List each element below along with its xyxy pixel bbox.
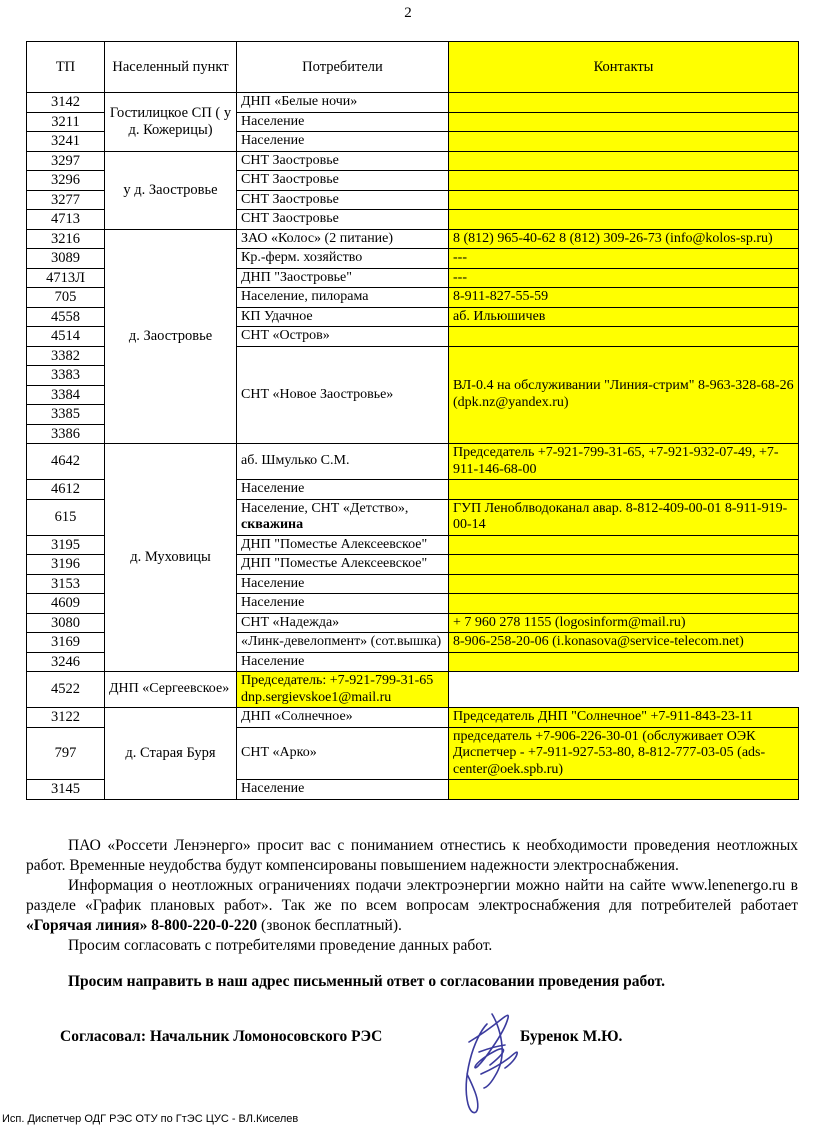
- cell-consumers: Население: [237, 652, 449, 672]
- cell-consumers: ДНП "Заостровье": [237, 268, 449, 288]
- cell-consumers: Население: [237, 132, 449, 152]
- paragraph-info: Информация о неотложных ограничениях подачи электроэнергии можно найти на сайте www.lenenergo.ru в разделе «График плановых работ». Так же по всем вопросам электроснабжения для потребителей работает «Горячая линия» 8-800-220-0-220 (звонок бесплатный).: [26, 877, 798, 934]
- cell-consumers: Кр.-ферм. хозяйство: [237, 249, 449, 269]
- outage-consumers-table: [26, 41, 799, 800]
- cell-contacts: ---: [449, 249, 799, 269]
- cell-contacts: Председатель ДНП "Солнечное" +7-911-843-23-11: [449, 708, 799, 728]
- cell-contacts: [449, 555, 799, 575]
- cell-consumers: Население: [237, 594, 449, 614]
- cell-consumers: ДНП «Солнечное»: [237, 708, 449, 728]
- table-row: [27, 672, 799, 708]
- handwritten-signature-icon: [445, 1008, 565, 1123]
- table-row: [27, 708, 799, 728]
- cell-consumers: СНТ «Остров»: [237, 327, 449, 347]
- cell-tp: 615: [27, 499, 105, 535]
- cell-consumers: СНТ Заостровье: [237, 171, 449, 191]
- cell-contacts: 8 (812) 965-40-62 8 (812) 309-26-73 (info@kolos-sp.ru): [449, 229, 799, 249]
- cell-consumers: СНТ Заостровье: [237, 190, 449, 210]
- cell-tp: 3383: [27, 366, 105, 386]
- cell-tp: 3277: [27, 190, 105, 210]
- cell-tp: 3169: [27, 633, 105, 653]
- cell-tp: 3246: [27, 652, 105, 672]
- cell-consumers: СНТ «Надежда»: [237, 613, 449, 633]
- cell-tp: 3080: [27, 613, 105, 633]
- cell-tp: 3384: [27, 385, 105, 405]
- cell-consumers: Население, СНТ «Детство», скважина: [237, 499, 449, 535]
- cell-contacts: ГУП Леноблводоканал авар. 8-812-409-00-01 8-911-919-00-14: [449, 499, 799, 535]
- cell-consumers: ЗАО «Колос» (2 питание): [237, 229, 449, 249]
- paragraph-apology: ПАО «Россети Ленэнерго» просит вас с пониманием отнестись к необходимости проведения неотложных работ. Временные неудобства будут компенсированы повышением надежности электроснабжения.: [26, 837, 798, 874]
- cell-contacts: [449, 132, 799, 152]
- approver-name: Буренок М.Ю.: [520, 1028, 623, 1045]
- cell-contacts: [449, 112, 799, 132]
- cell-consumers: КП Удачное: [237, 307, 449, 327]
- cell-contacts: [449, 210, 799, 230]
- cell-contacts: [449, 480, 799, 500]
- cell-tp: 3382: [27, 346, 105, 366]
- cell-consumers: СНТ Заостровье: [237, 210, 449, 230]
- cell-tp: 3241: [27, 132, 105, 152]
- cell-contacts: 8-911-827-55-59: [449, 288, 799, 308]
- cell-contacts: [449, 327, 799, 347]
- cell-tp: 3196: [27, 555, 105, 575]
- cell-consumers: ДНП «Сергеевское»: [105, 672, 237, 708]
- cell-tp: 705: [27, 288, 105, 308]
- cell-tp: 3296: [27, 171, 105, 191]
- cell-tp: 4713Л: [27, 268, 105, 288]
- cell-tp: 4558: [27, 307, 105, 327]
- cell-tp: 4612: [27, 480, 105, 500]
- column-header-tp: ТП: [27, 42, 105, 93]
- cell-contacts: [449, 190, 799, 210]
- table-row: [27, 93, 799, 113]
- cell-tp: 3195: [27, 535, 105, 555]
- cell-contacts: + 7 960 278 1155 (logosinform@mail.ru): [449, 613, 799, 633]
- cell-consumers: СНТ «Арко»: [237, 727, 449, 780]
- column-header-place: Населенный пункт: [105, 42, 237, 93]
- cell-consumers: ДНП "Поместье Алексеевское": [237, 555, 449, 575]
- column-header-consumers: Потребители: [237, 42, 449, 93]
- cell-tp: 3089: [27, 249, 105, 269]
- cell-contacts: [449, 780, 799, 800]
- cell-contacts: [449, 93, 799, 113]
- executor-note: Исп. Диспетчер ОДГ РЭС ОТУ по ГтЭС ЦУС - ВЛ.Киселев: [2, 1113, 299, 1125]
- cell-contacts: председатель +7-906-226-30-01 (обслуживает ОЭК Диспетчер - +7-911-927-53-80, 8-812-777-03-05 (ads-center@oek.spb.ru): [449, 727, 799, 780]
- cell-contacts: аб. Ильюшичев: [449, 307, 799, 327]
- cell-contacts: ВЛ-0.4 на обслуживании "Линия-стрим" 8-963-328-68-26 (dpk.nz@yandex.ru): [449, 346, 799, 444]
- cell-tp: 3385: [27, 405, 105, 425]
- cell-contacts: [449, 574, 799, 594]
- table-row: [27, 444, 799, 480]
- paragraph-written-response: Просим направить в наш адрес письменный ответ о согласовании проведения работ.: [68, 972, 665, 990]
- table-row: [27, 151, 799, 171]
- cell-tp: 4713: [27, 210, 105, 230]
- cell-contacts: ---: [449, 268, 799, 288]
- cell-contacts: Председатель +7-921-799-31-65, +7-921-932-07-49, +7-911-146-68-00: [449, 444, 799, 480]
- cell-consumers: Население: [237, 112, 449, 132]
- cell-consumers: СНТ «Новое Заостровье»: [237, 346, 449, 444]
- cell-tp: 3145: [27, 780, 105, 800]
- cell-consumers: СНТ Заостровье: [237, 151, 449, 171]
- cell-tp: 3211: [27, 112, 105, 132]
- column-header-contacts: Контакты: [449, 42, 799, 93]
- page-number: 2: [404, 5, 412, 21]
- cell-consumers: «Линк-девелопмент» (сот.вышка): [237, 633, 449, 653]
- cell-tp: 4522: [27, 672, 105, 708]
- cell-consumers: Население: [237, 574, 449, 594]
- cell-consumers: Население: [237, 780, 449, 800]
- cell-contacts: [449, 171, 799, 191]
- table-header-row: [27, 42, 799, 93]
- cell-tp: 4514: [27, 327, 105, 347]
- cell-consumers: ДНП "Поместье Алексеевское": [237, 535, 449, 555]
- cell-tp: 3142: [27, 93, 105, 113]
- table-row: [27, 229, 799, 249]
- cell-tp: 797: [27, 727, 105, 780]
- cell-place: д. Муховицы: [105, 444, 237, 672]
- cell-tp: 3153: [27, 574, 105, 594]
- cell-tp: 3297: [27, 151, 105, 171]
- cell-tp: 3122: [27, 708, 105, 728]
- cell-tp: 3386: [27, 424, 105, 444]
- cell-contacts: [449, 594, 799, 614]
- cell-contacts: [449, 535, 799, 555]
- cell-consumers: Население: [237, 480, 449, 500]
- cell-place: Гостилицкое СП ( у д. Кожерицы): [105, 93, 237, 152]
- cell-contacts: 8-906-258-20-06 (i.konasova@service-telecom.net): [449, 633, 799, 653]
- letter-body: [26, 836, 798, 1007]
- cell-consumers: аб. Шмулько С.М.: [237, 444, 449, 480]
- cell-tp: 4609: [27, 594, 105, 614]
- cell-place: д. Старая Буря: [105, 708, 237, 800]
- cell-place: д. Заостровье: [105, 229, 237, 444]
- table-body: [27, 93, 799, 800]
- cell-place: у д. Заостровье: [105, 151, 237, 229]
- paragraph-request-approval: Просим согласовать с потребителями проведение данных работ.: [68, 937, 493, 954]
- cell-consumers: ДНП «Белые ночи»: [237, 93, 449, 113]
- cell-tp: 3216: [27, 229, 105, 249]
- cell-consumers: Население, пилорама: [237, 288, 449, 308]
- cell-tp: 4642: [27, 444, 105, 480]
- cell-contacts: [449, 652, 799, 672]
- cell-contacts: Председатель: +7-921-799-31-65 dnp.sergievskoe1@mail.ru: [237, 672, 449, 708]
- approver-title: Согласовал: Начальник Ломоносовского РЭС: [60, 1028, 383, 1045]
- cell-contacts: [449, 151, 799, 171]
